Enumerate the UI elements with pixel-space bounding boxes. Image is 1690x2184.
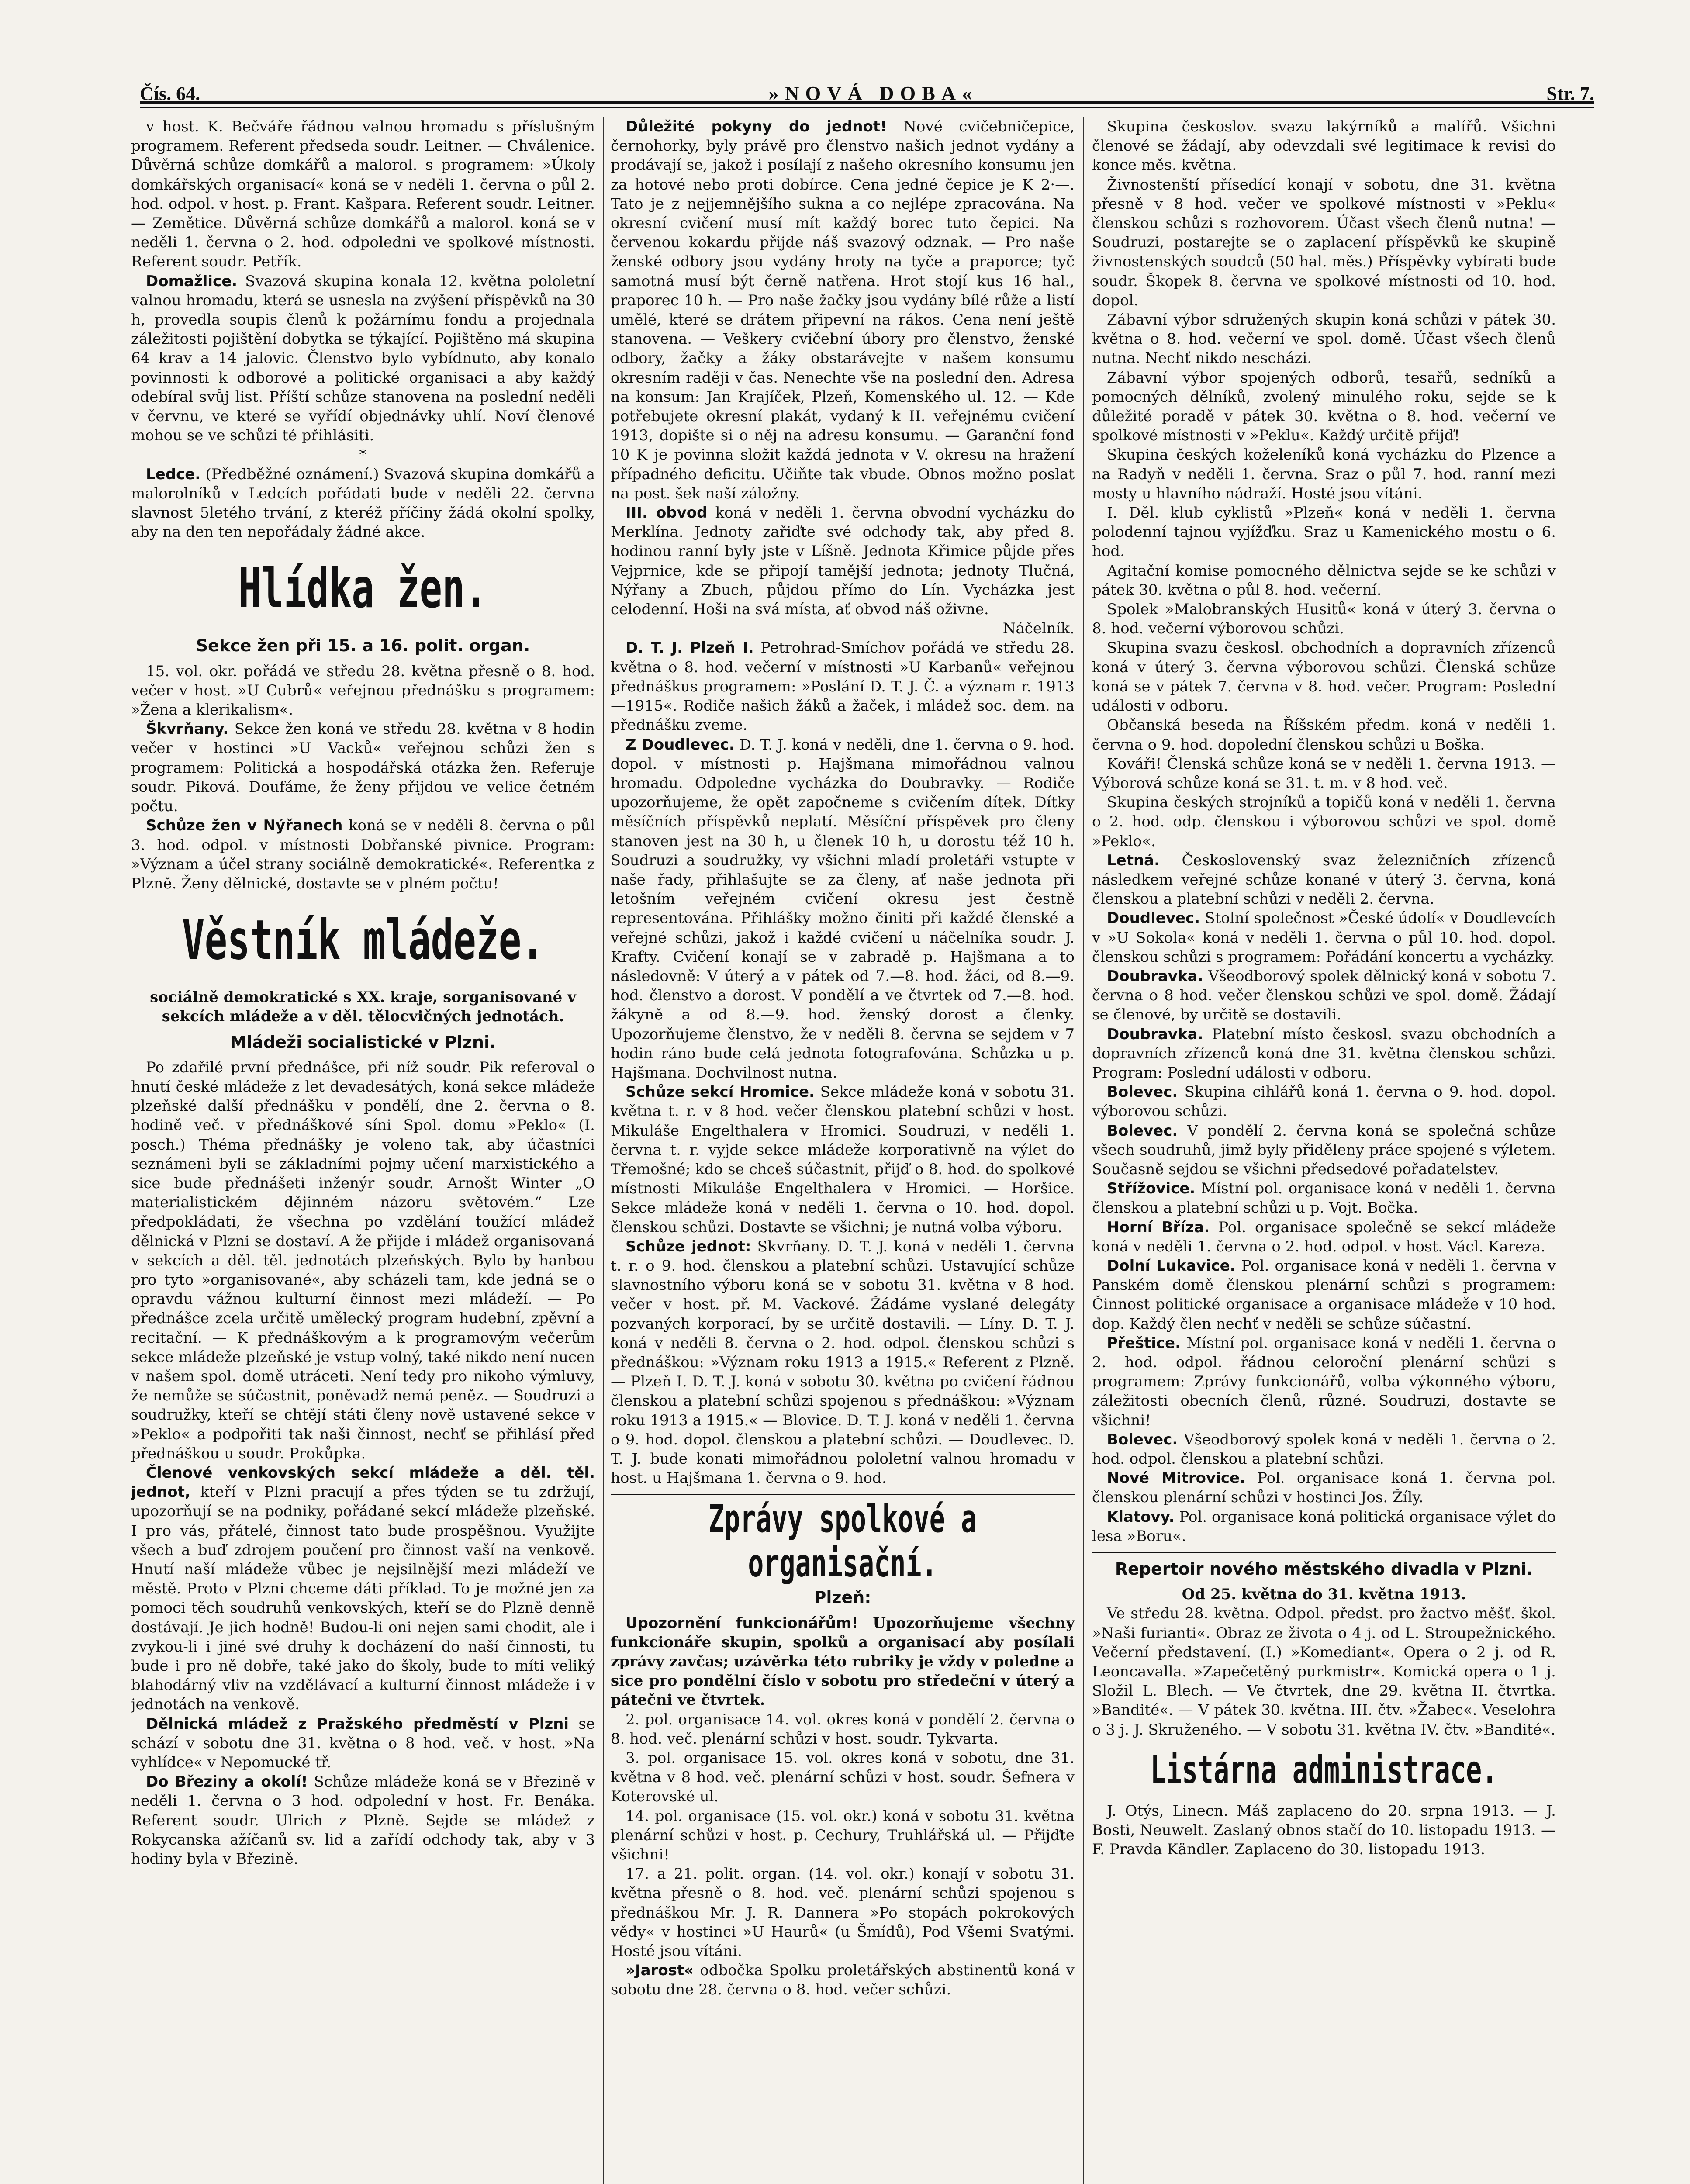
article-pokyny [611, 117, 1075, 503]
article-heading: Důležité pokyny do jednot! [626, 118, 887, 135]
notice-klatovy [1092, 1507, 1556, 1546]
notice-zivnostensti-prisedici: Živnostenští přísedící konají v sobotu, dne 31. května přesně v 8 hod. večer ve spolkové místnosti v »Peklu« členskou schůzi s rozhovorem. Účast všech členů nutna! — Soudruzi, postarejte se o zaplacení příspěvků ke skupině živnostenských soudců (50 hal. měs.) Příspěvky vybírati bude soudr. Škopek 8. června ve spolkové místnosti od 10. hod. dopol. [1092, 176, 1556, 309]
article-heading: Bolevec. [1107, 1083, 1178, 1101]
repertoir-body: Ve středu 28. května. Odpol. předst. pro žactvo měšť. škol. »Naši furianti«. Obraz ze života o 4 j. od L. Stroupežnického. Večerní představení. (I.) »Komediant«. Opera o 2 j. od R. Leoncavalla. »Zapečetěný purkmistr«. Komická opera o 1 j. Složil L. Blech. — Ve čtvrtek, dne 29. května II. čtvrtka. »Bandité«. — V pátek 30. května. III. čtv. »Žabec«. Veselohra o 3 j. J. Skruženého. — V sobotu 31. května IV. čtv. »Bandité«. [1092, 1605, 1556, 1738]
subheading-sekce-zen: Sekce žen při 15. a 16. polit. organ. [196, 636, 530, 656]
article-body: Všeodborový spolek koná v neděli 1. června o 2. hod. odpol. členskou a platební schůzi. [1092, 1431, 1556, 1468]
column-1 [131, 117, 595, 2184]
notice-prestice [1092, 1334, 1556, 1430]
notice-strizovice [1092, 1179, 1556, 1217]
article-body: Všeodborový spolek dělnický koná v sobotu 7. června o 8 hod. večer členskou schůzi ve spol. domě. Žádají se členové, by určitě se dostavili. [1092, 967, 1556, 1024]
article-dtj-plzen [611, 638, 1075, 735]
section-heading-zpravy-spolkove: Zprávy spolkové a organisační. [708, 1497, 977, 1586]
notice-nove-mitrovice [1092, 1469, 1556, 1507]
notice-doubravka-1 [1092, 967, 1556, 1025]
article-heading: Klatovy. [1107, 1508, 1175, 1526]
article-heading: Z Doudlevec. [626, 736, 735, 753]
notice-14-pol-organisace: 14. pol. organisace (15. vol. okr.) koná v sobotu 31. května plenární schůzi v host. p. Cechury, Truhlářská ul. — Přijďte všichni! [611, 1807, 1075, 1864]
article-heading: Střížovice. [1107, 1180, 1196, 1198]
article-ledce [131, 465, 595, 542]
notice-bolevec-1 [1092, 1082, 1556, 1121]
subheading-mladezi-socialisticke: Mládeži socialistické v Plzni. [230, 1032, 496, 1052]
notice-doudlevec [1092, 909, 1556, 967]
article-body: kteří v Plzni pracují a přes týden se tu zdržují, upozorňují se na podniky, pořádané sekcí mládeže plzeňské. I pro vás, přátelé, činnost tato bude prospěšnou. Využijte všech a buď zdrojem poučení pro činnost vaší na venkově. Hnutí naší mládeže vůbec je nejsilnější mezi mládeží ve městě. Proto v Plzni chceme dáti příklad. To je možné jen za pomoci těch soudruhů venkovských, kteří se do Plzně denně dostávají. Je jich hodně! Budou-li oni nejen sami chodit, ale i zvykou-li i jiné své druhy k docházení do naší činnosti, tu bude i pro ně dobře, také jako do školy, bude to míti veliký blahodárný vliv na vzdělávací a kulturní činnost mládeže i v jednotách na venkově. [131, 1483, 595, 1714]
header-rule-thick [140, 101, 1594, 104]
notice-kovari: Kováři! Členská schůze koná se v neděli 1. června 1913. — Výborová schůze koná se 31. t. m. v 8 hod. več. [1092, 755, 1556, 792]
article-venkovske-sekce [131, 1463, 595, 1714]
signature: Náčelník. [1002, 620, 1075, 638]
article-body: Pol. organisace koná 1. června pol. členskou plenární schůzi v hostinci Jos. Žíly. [1092, 1469, 1556, 1507]
article-body: Po zdařilé první přednášce, při níž soudr. Pik referoval o hnutí české mládeže z let devadesátých, koná sekce mládeže plzeňské další přednášku v pondělí, dne 2. června o 8. hodině več. v přednáškové síni Spol. domu »Peklo« (I. posch.) Théma přednášky je voleno tak, aby účastníci seznámeni byli se základními pojmy učení marxistického a sice bude přednášeti inženýr soudr. Arnošt Winter „O materialistickém dějinném názoru světovém.“ Lze předpokládati, že všechna po vzdělání toužící mládež dělnická v Plzni se dostaví. A že přijde i mládež organisovaná v sekcích a děl. těl. jednotách plzeňských. Bylo by hanbou pro tyto »organisované«, aby scházeli tam, kde jedná se o opravdu vážnou kulturní činnost mezi mládeží. — Po přednášce zcela určitě umělecký program hudební, zpěvní a recitační. — K přednáškovým a k programovým večerům sekce mládeže plzeňské je vstup volný, také nikdo není nucen v našem spol. domě utráceti. Není tedy pro nikoho výmluvy, že nemůže se súčastnit, poněvadž nemá peněz. — Soudruzi a soudružky, kteří se chtějí státi členy nově ustavené sekce v »Peklo« a podpořiti tak naši činnost, nechť se přihlásí před přednáškou u soudr. Prokůpka. [131, 1058, 595, 1462]
article-body: koná v neděli 1. června obvodní vycházku do Merklína. Jednoty zařiďte své odchody tak, aby před 8. hodinou ranní byly jste v Líšně. Jednota Křimice půjde přes Vejprnice, kde se připojí tamější jednota; jednoty Tlučná, Nýřany a Zbuch, půjdou přímo do Lín. Vycházka jest celodenní. Hoši na svá místa, ať obvod náš oživne. [611, 504, 1075, 619]
article-heading: Doubravka. [1107, 1025, 1203, 1043]
page-number: Str. 7. [1546, 83, 1594, 104]
article-heading: Bolevec. [1107, 1122, 1178, 1140]
notice-bolevec-2 [1092, 1121, 1556, 1179]
listarna-body: J. Otýs, Linecn. Máš zaplaceno do 20. srpna 1913. — J. Bosti, Neuwelt. Zaslaný obnos stačí do 10. listopadu 1913. — F. Pravda Kändler. Zaplaceno do 30. listopadu 1913. [1092, 1802, 1556, 1859]
article-body: Pol. organisace společně se sekcí mládeže koná v neděli 1. června o 2. hod. odpol. v host. Václ. Kareza. [1092, 1218, 1556, 1255]
article-heading: Schůze jednot: [626, 1237, 751, 1255]
article-heading: Členové venkovských sekcí mládeže a děl. těl. jednot, [131, 1464, 595, 1501]
article-body: Svazová skupina konala 12. května pololetní valnou hromadu, která se usnesla na zvýšení příspěvků na 30 h, provedla soupis členů k požárnímu fondu a projednala záležitosti pojištění dobytka se týkající. Pojištěno má skupina 64 krav a 14 jalovic. Členstvo bylo vybídnuto, aby konalo povinnosti k odborové a politické organisaci a aby každý odebíral svůj list. Příští schůze stanovena na poslední neděli v červnu, ve které se vyřídí objednávky uhlí. Noví členové mohou se ve schůzi té přihlásiti. [131, 272, 595, 445]
article-upozorneni [611, 1614, 1075, 1710]
article-domazlice [131, 272, 595, 446]
article-body: Pol. organisace koná politická organisace výlet do lesa »Boru«. [1092, 1508, 1556, 1545]
notice-zabavni-vybor-skupin: Zábavní výbor sdružených skupin koná schůzi v pátek 30. května o 8. hod. večerní ve spol. domě. Účast všech členů nutna. Nechť nikdo nescházi. [1092, 311, 1556, 367]
section-subtitle: sociálně demokratické s XX. kraje, sorganisované v sekcích mládeže a v děl. tělocvičných jednotách. [150, 988, 576, 1026]
notice-agitacni-komise: Agitační komise pomocného dělnictva sejde se ke schůzi v pátek 30. května o půl 8. hod. večerní. [1092, 562, 1556, 599]
notice-dolni-lukavice [1092, 1256, 1556, 1334]
article-body: Platební místo českosl. svazu obchodních a dopravních zřízenců koná dne 31. května členskou schůzi. Program: Poslední události v odboru. [1092, 1025, 1556, 1082]
article-body: 15. vol. okr. pořádá ve středu 28. května přesně o 8. hod. večer v host. »U Cubrů« veřejnou přednášku s programem: »Žena a klerikalism«. [131, 662, 595, 719]
article-jarost [611, 1961, 1075, 1999]
notice-kozelenici: Skupina českých koželeníků koná vycházku do Plzence a na Radyň v neděli 1. června. Sraz o půl 7. hod. ranní mezi mosty u hlavního nádraží. Hosté jsou vítáni. [1092, 446, 1556, 502]
article-body: Místní pol. organisace koná v neděli 1. června členskou a platební schůzi u p. Vojt. Bočka. [1092, 1180, 1556, 1217]
article-heading: Upozornění funkcionářům! [626, 1614, 858, 1632]
notice-cyklisti: I. Děl. klub cyklistů »Plzeň« koná v neděli 1. června polodenní tajnou vyjížďku. Sraz u Kamenického mostu o 6. hod. [1092, 504, 1556, 560]
column-divider-2 [1083, 117, 1084, 2184]
notice-obcanska-beseda: Občanská beseda na Říšském předm. koná v neděli 1. června o 9. hod. dopolední členskou schůzi u Boška. [1092, 716, 1556, 753]
article-heading: Přeštice. [1107, 1334, 1181, 1352]
notice-doubravka-2 [1092, 1025, 1556, 1083]
article-doudlevec [611, 735, 1075, 1083]
article-hromice [611, 1082, 1075, 1237]
article-heading: Doubravka. [1107, 967, 1203, 985]
article-skvrnany [131, 719, 595, 816]
notice-letna [1092, 851, 1556, 909]
article-body: Skupina cihlářů koná 1. června o 9. hod. dopol. výborovou schůzi. [1092, 1083, 1556, 1120]
article-schuze-jednot [611, 1237, 1075, 1488]
article-prazske-predmesti [131, 1714, 595, 1773]
article-heading: Horní Bříza. [1107, 1218, 1210, 1236]
notice-17-21-polit-organ: 17. a 21. polit. organ. (14. vol. okr.) konají v sobotu 31. května přesně o 8. hod. več. plenární schůzi spojenou s přednáškou Mr. J. R. Dannera »Po stopách pokrokových vědy« v hostinci »U Haurů« (u Šmídů), Pod Všemi Svatými. Hosté jsou vítáni. [611, 1865, 1075, 1960]
notice-strojnici: Skupina českých strojníků a topičů koná v neděli 1. června o 2. hod. odp. členskou i výborovou schůzi ve spol. domě »Peklo«. [1092, 794, 1556, 850]
column-2 [611, 117, 1075, 2184]
section-heading-hlidka-zen: Hlídka žen. [238, 557, 487, 621]
section-heading-vestnik-mladeze: Věstník mládeže. [182, 909, 544, 972]
article-body: Sekce mládeže koná v sobotu 31. května t. r. v 8 hod. večer členskou platební schůzi v host. Mikuláše Engelthalera v Hromici. Soudruzi, v neděli 1. června t. r. vyjde sekce mládeže korporativně na výlet do Třemošné; kdo se chceš súčastnit, přijď o 8. hod. do spolkové místnosti Mikuláše Engelthalera v Hromici. — Horšice. Sekce mládeže koná v neděli 1. června o 10. hod. dopol. členskou schůzi. Dostavte se všichni; je nutná volba výboru. [611, 1083, 1075, 1236]
section-rule [1092, 1552, 1556, 1553]
article-body: Sekce žen koná ve středu 28. května v 8 hodin večer v hostinci »U Vacků« veřejnou schůzi žen s programem: Politická a hospodářská otázka žen. Referuje soudr. Piková. Doufáme, že ženy přijdou ve velice četném počtu. [131, 720, 595, 816]
article-body: Skvrňany. D. T. J. koná v neděli 1. června t. r. o 9. hod. členskou a platební schůzi. Ustavující schůze slavnostního výboru koná se v sobotu 31. května v 8 hod. večer v host. př. M. Vackové. Žádáme vyslané delegáty pozvaných korporací, by se určitě dostavili. — Líny. D. T. J. koná v neděli 8. června o 2. hod. odpol. členskou schůzi s přednáškou: »Význam roku 1913 a 1915.« Referent z Plzně. — Plzeň I. D. T. J. koná v sobotu 30. května po cvičení řádnou členskou a platební schůzi spojenou s přednáškou: »Význam roku 1913 a 1915.« — Blovice. D. T. J. koná v neděli 1. června o 9. hod. dopol. členskou a platební schůzi. — Doudlevec. D. T. J. bude konati mimořádnou pololetní valnou hromadu v host. u Hajšmana 1. června o 9. hod. [611, 1237, 1075, 1487]
section-rule [611, 1494, 1075, 1495]
notice-horni-briza [1092, 1218, 1556, 1256]
article-heading: Letná. [1107, 851, 1160, 869]
article-body: Pol. organisace koná v neděli 1. června v Panském domě členskou plenární schůzi s programem: Činnost politické organisace a organisace mládeže v 10 hod. dop. Každý člen nechť v neděli se schůze súčastní. [1092, 1257, 1556, 1333]
article-nyrany [131, 816, 595, 893]
article-heading: Do Březiny a okolí! [146, 1773, 308, 1791]
issue-number: Čís. 64. [140, 83, 200, 104]
column-3 [1092, 117, 1556, 2184]
article-body: odbočka Spolku proletářských abstinentů koná v sobotu dne 28. června o 8. hod. večer schůzi. [611, 1962, 1075, 1999]
article-body: V pondělí 2. června koná se společná schůze všech soudruhů, jimž byly přiděleny práce spojené s výletem. Současně sejdou se všichni předsedové pořadatelstev. [1092, 1122, 1556, 1178]
notice-3-pol-organisace: 3. pol. organisace 15. vol. okres koná v sobotu, dne 31. května v 8 hod. več. plenární schůzi v host. soudr. Šefnera v Koterovské ul. [611, 1749, 1075, 1806]
section-heading-repertoir: Repertoir nového městského divadla v Plzni. [1115, 1559, 1533, 1579]
article-heading: Bolevec. [1107, 1431, 1178, 1448]
subheading-plzen: Plzeň: [814, 1588, 871, 1607]
notice-lakyrnici: Skupina českoslov. svazu lakýrníků a malířů. Všichni členové se žádají, aby odevzdali své legitimace k revisi do konce měs. května. [1092, 118, 1556, 174]
article-heading: Škvrňany. [146, 720, 229, 738]
page-header [140, 66, 1594, 105]
notice-zabavni-vybor-odboru: Zábavní výbor spojených odborů, tesařů, sedníků a pomocných dělníků, zvolený minulého roku, sejde se k důležité poradě v pátek 30. května o 8. hod. večerní ve spolkové místnosti v »Peklu«. Každý určitě přijď! [1092, 369, 1556, 445]
article-heading: Ledce. [146, 465, 201, 483]
article-brezina [131, 1772, 595, 1869]
article-body: D. T. J. koná v neděli, dne 1. června o 9. hod. dopol. v místnosti p. Hajšmana mimořádnou valnou hromadu. Odpoledne vycházka do Doubravky. — Rodiče upozorňujeme, že opět započneme s cvičením dítek. Dítky měsíčních příspěvků neplatí. Měsíční příspěvek pro členy stanoven jest na 30 h, u členek 10 h, u dorostu též 10 h. Soudruzi a soudružky, vy všichni mladí proletáři vstupte v naše řady, přihlašujte se za členy, ať naše jednota při letošním veřejném cvičení okresu jest čestně representována. Přihlášky možno činiti při každé členské a veřejné schůzi, jakož i každé cvičení u náčelníka soudr. J. Krafty. Cvičení konají se v zabradě p. Hajšmana a to následovně: V úterý a v pátek od 7.—8. hod. žáci, od 8.—9. hod. členstvo a dorost. V pondělí a ve čtvrtek od 7.—8. hod. žákyně a od 8.—9. hod. ženský dorost a členky. Upozorňujeme členstvo, že v neděli 8. června se sejdem v 7 hodin ráno bude celá jednota fotografována. Schůzka u p. Hajšmana. Dochvilnost nutna. [611, 736, 1075, 1082]
article-heading: Doudlevec. [1107, 909, 1200, 927]
article-body: se schází v sobotu dne 31. května o 8 hod. več. v host. »Na vyhlídce« v Nepomucké tř. [131, 1715, 595, 1772]
header-rule-thin [140, 107, 1594, 108]
article-heading: Schůze žen v Nýřanech [146, 817, 343, 835]
article-heading: D. T. J. Plzeň I. [626, 639, 754, 657]
newspaper-title: »NOVÁ DOBA« [768, 82, 978, 104]
notice-2-pol-organisace: 2. pol. organisace 14. vol. okres koná v pondělí 2. června o 8. hod. več. plenární schůzi v host. soudr. Tykvarta. [611, 1711, 1075, 1748]
article-continuation: v host. K. Bečváře řádnou valnou hromadu s příslušným programem. Referent předseda soudr. Leitner. — Chválenice. Důvěrná schůze domkářů a malorol. s programem: »Úkoly domkářských organisací« koná se v neděli 1. června o půl 2. hod. odpol. v host. p. Frant. Kašpara. Referent soudr. Leitner. — Zemětice. Důvěrná schůze domkářů a malorol. koná se v neděli 1. června o 2. hod. odpoledni ve spolkové místnosti. Referent soudr. Petřík. [131, 118, 595, 271]
article-body: Československý svaz železničních zřízenců následkem veřejné schůze konané v úterý 3. června, koná členskou a platební schůzi v neděli 2. června. [1092, 851, 1556, 908]
separator-star: * [359, 446, 367, 464]
article-heading: Dolní Lukavice. [1107, 1257, 1236, 1275]
section-heading-listarna: Listárna administrace. [1150, 1748, 1498, 1793]
article-heading: Schůze sekcí Hromice. [626, 1083, 815, 1101]
notice-obchodni-zrizenci: Skupina svazu českosl. obchodních a dopravních zřízenců koná v úterý 3. června výborovou schůzi. Členská schůze koná se v pátek 7. června v 8. hod. večer. Program: Poslední události v odboru. [1092, 639, 1556, 715]
article-body: Schůze mládeže koná se v Březině v neděli 1. června o 3 hod. odpolední v host. Fr. Benáka. Referent soudr. Ulrich z Plzně. Sejde se mládež z Rokycanska ažíčanů sv. lid a zařídí odchody tak, aby v 3 hodiny byla v Březině. [131, 1773, 595, 1868]
article-body: Místní pol. organisace koná v neděli 1. června o 2. hod. odpol. řádnou celoroční plenární schůzi s programem: Zprávy funkcionářů, volba výkonného výboru, záležitosti obecních členů, různé. Soudruzi, dostavte se všichni! [1092, 1334, 1556, 1429]
article-heading: Dělnická mládež z Pražského předměstí v Plzni [146, 1715, 569, 1733]
article-body: Petrohrad-Smíchov pořádá ve středu 28. května o 8. hod. večerní v místnosti »U Karbanů« veřejnou přednáškus programem: »Poslání D. T. J. Č. a význam r. 1913—1915«. Rodiče našich žáků a žaček, i mládež soc. dem. na přednášku zveme. [611, 639, 1075, 734]
article-heading: Domažlice. [146, 272, 238, 290]
repertoir-date-range: Od 25. května do 31. května 1913. [1182, 1586, 1466, 1603]
article-iii-obvod [611, 503, 1075, 619]
column-divider-1 [603, 117, 604, 2184]
notice-bolevec-3 [1092, 1430, 1556, 1469]
article-body: (Předběžné oznámení.) Svazová skupina domkářů a malorolníků v Ledcích pořádati bude v neděli 22. června slavnost 5letého trvání, z kteréž příčiny žádá okolní spolky, aby na den ten nepořádaly žádné akce. [131, 465, 595, 541]
article-body: Nové cvičebničepice, černohorky, byly právě pro členstvo našich jednot vydány a prodávají se, jakož i posílají z našeho okresního konsumu jen za hotové nebo proti dobírce. Cena jedné čepice je K 2·—. Tato je z nejjemnějšího sukna a co nejlépe zpracována. Na okresní cvičení musí mít každý borec tuto čepici. Na červenou kokardu přijde náš svazový odznak. — Pro naše ženské odbory jsou vydány hroty na tyče a praporce; tyč samotná musí být černě natřena. Hrot stojí kus 16 hal., praporec 10 h. — Pro naše žačky jsou vydány bílé růže a listí umělé, které se drátem připevní na rákos. Cena není ještě stanovena. — Veškery cvičební úbory pro členstvo, ženské odbory, žačky a žáky obstarávejte v našem konsumu okresním raději v čas. Nenechte vše na poslední den. Adresa na konsum: Jan Krajíček, Plzeň, Komenského ul. 12. — Kde potřebujete okresní plakát, vydaný k II. veřejnému cvičení 1913, dopište si o něj na adresu konsumu. — Garanční fond 10 K je povinna složit každá jednota v V. okresu na hražení případného deficitu. Učiňte tak vbude. Obnos možno poslat na post. šek naší záložny. [611, 118, 1075, 502]
article-body: koná se v neděli 8. června o půl 3. hod. odpol. v místnosti Dobřanské pivnice. Program: »Význam a účel strany sociálně demokratické«. Referentka z Plzně. Ženy dělnické, dostavte se v plném počtu! [131, 817, 595, 892]
article-body: Stolní společnost »České údolí« v Doudlevcích v »U Sokola« koná v neděli 1. června o půl 10. hod. dopol. členskou schůzi s programem: Pořádání koncertu a vycházky. [1092, 909, 1556, 966]
article-heading: Nové Mitrovice. [1107, 1469, 1245, 1487]
article-body: Upozorňujeme všechny funkcionáře skupin, spolků a organisací aby posílali zprávy zavčas; uzávěrka této rubriky je vždy v poledne a sice pro pondělní číslo v sobotu pro středeční v úterý a pátečni ve čtvrtek. [611, 1614, 1075, 1709]
notice-husite: Spolek »Malobranských Husitů« koná v úterý 3. června o 8. hod. večerní výborovou schůzi. [1092, 601, 1556, 638]
article-heading: »Jarost« [626, 1962, 694, 1980]
article-heading: III. obvod [626, 504, 708, 522]
